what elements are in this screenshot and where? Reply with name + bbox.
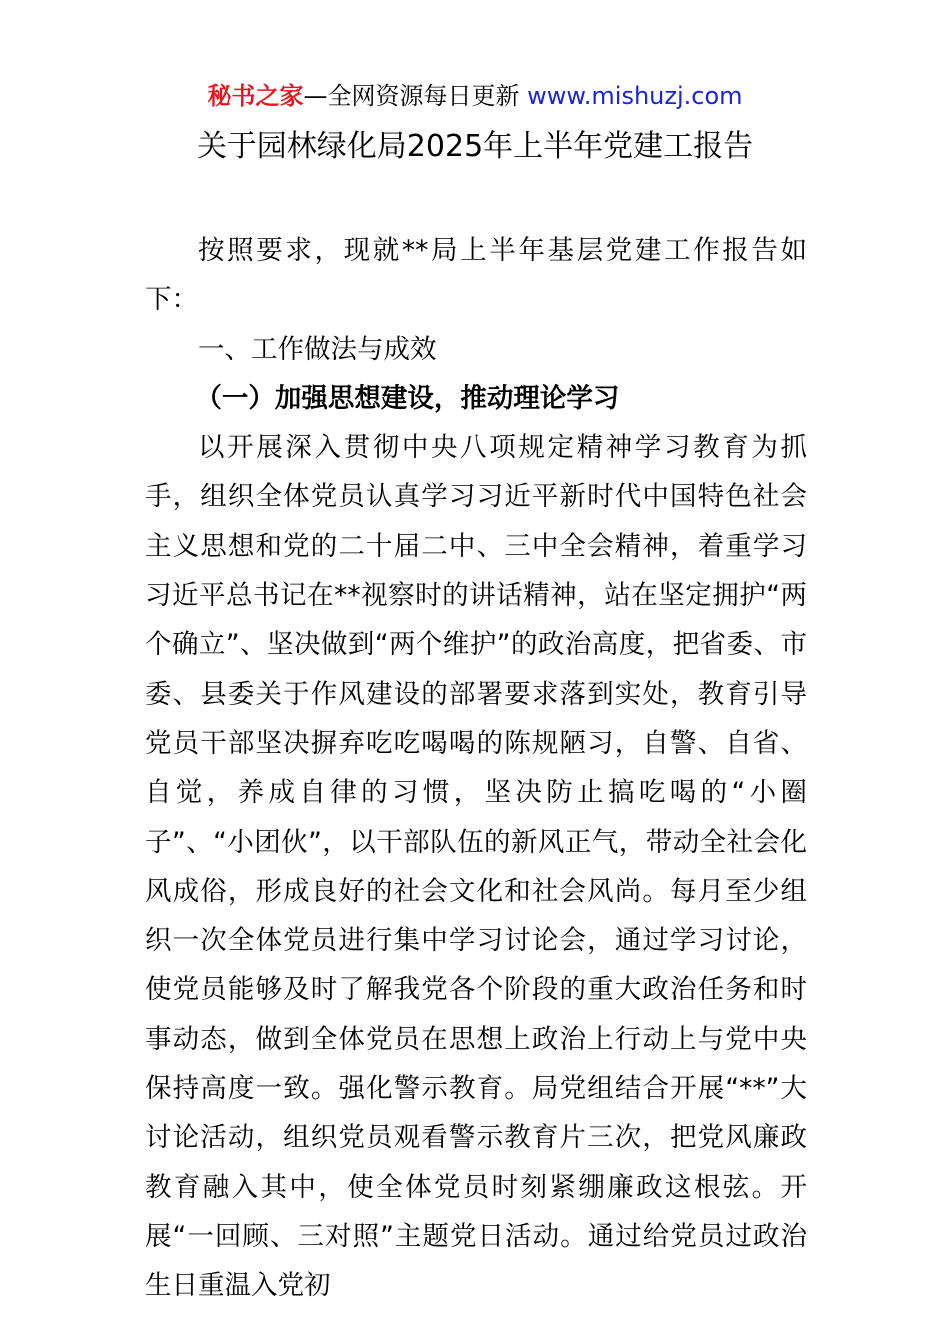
site-tagline: —全网资源每日更新 xyxy=(303,82,528,110)
document-title: 关于园林绿化局2025年上半年党建工报告 xyxy=(196,129,754,164)
document-body xyxy=(145,226,807,1311)
site-brand: 秘书之家 xyxy=(207,82,304,110)
site-header xyxy=(0,80,950,112)
subsection-heading: （一）加强思想建设，推动理论学习 xyxy=(195,382,620,414)
section-heading: 一、工作做法与成效 xyxy=(198,333,437,365)
intro-paragraph: 按照要求，现就**局上半年基层党建工作报告如下： xyxy=(145,235,807,316)
site-url-link[interactable]: www.mishuzj.com xyxy=(527,82,743,110)
body-paragraph: 以开展深入贯彻中央八项规定精神学习教育为抓手，组织全体党员认真学习习近平新时代中国特色社会主义思想和党的二十届二中、三中全会精神，着重学习习近平总书记在**视察时的讲话精神，站在坚定拥护“两个确立”、坚决做到“两个维护”的政治高度，把省委、市委、县委关于作风建设的部署要求落到实处，教育引导党员干部坚决摒弃吃吃喝喝的陈规陋习，自警、自省、自觉，养成自律的习惯，坚决防止搞吃喝的“小圈子”、“小团伙”，以干部队伍的新风正气，带动全社会化风成俗，形成良好的社会文化和社会风尚。每月至少组织一次全体党员进行集中学习讨论会，通过学习讨论，使党员能够及时了解我党各个阶段的重大政治任务和时事动态，做到全体党员在思想上政治上行动上与党中央保持高度一致。强化警示教育。局党组结合开展“**”大讨论活动，组织党员观看警示教育片三次，把党风廉政教育融入其中，使全体党员时刻紧绷廉政这根弦。开展“一回顾、三对照”主题党日活动。通过给党员过政治生日重温入党初 xyxy=(145,432,807,1302)
